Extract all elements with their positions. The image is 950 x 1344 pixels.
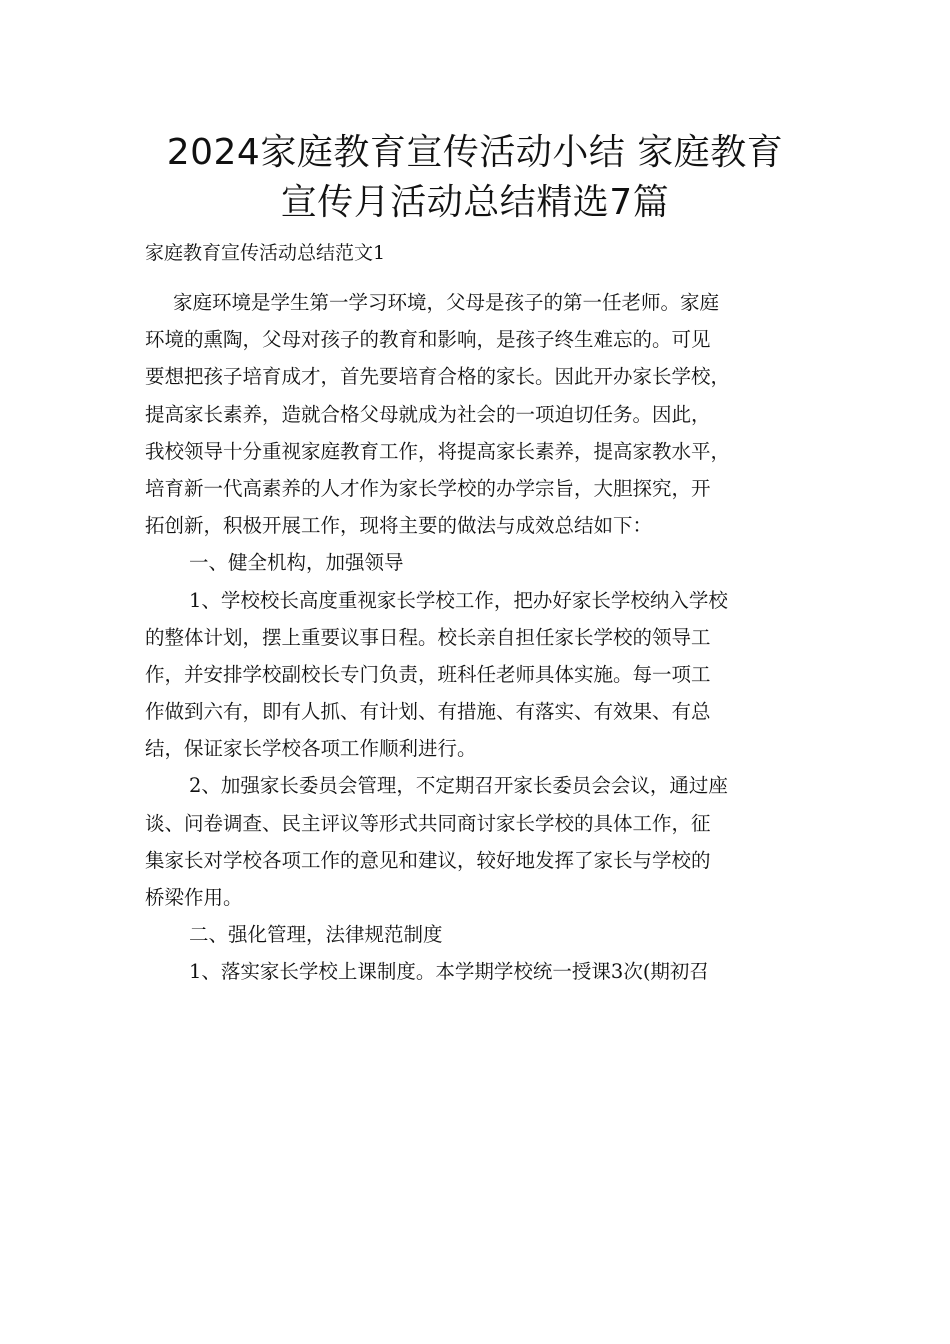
section-heading: 一、健全机构，加强领导 [189, 551, 404, 575]
body-line: 家庭环境是学生第一学习环境，父母是孩子的第一任老师。家庭 [173, 291, 720, 314]
title-line: 宣传月活动总结精选7篇 [280, 182, 670, 223]
body-line: 桥梁作用。 [145, 886, 243, 909]
section-heading: 二、强化管理，法律规范制度 [189, 923, 443, 947]
body-line: 1、学校校长高度重视家长学校工作，把办好家长学校纳入学校 [189, 588, 728, 612]
title-line: 2024家庭教育宣传活动小结 家庭教育 [166, 132, 784, 173]
body-line: 培育新一代高素养的人才作为家长学校的办学宗旨，大胆探究，开 [145, 476, 711, 500]
document-title [60, 128, 890, 228]
body-line: 结，保证家长学校各项工作顺利进行。 [145, 737, 477, 761]
body-line: 作，并安排学校副校长专门负责，班科任老师具体实施。每一项工 [145, 662, 711, 686]
body-line: 作做到六有，即有人抓、有计划、有措施、有落实、有效果、有总 [145, 700, 711, 724]
section-heading: 家庭教育宣传活动总结范文1 [145, 242, 386, 264]
body-line: 的整体计划，摆上重要议事日程。校长亲自担任家长学校的领导工 [145, 625, 711, 649]
body-line: 2、加强家长委员会管理，不定期召开家长委员会会议，通过座 [189, 774, 728, 798]
document-body [145, 284, 835, 991]
body-line: 环境的熏陶，父母对孩子的教育和影响，是孩子终生难忘的。可见 [145, 328, 711, 352]
body-line: 要想把孩子培育成才，首先要培育合格的家长。因此开办家长学校， [145, 365, 731, 389]
body-line: 1、落实家长学校上课制度。本学期学校统一授课3次(期初召 [189, 960, 709, 984]
body-line: 谈、问卷调查、民主评议等形式共同商讨家长学校的具体工作，征 [145, 811, 711, 835]
body-line: 提高家长素养，造就合格父母就成为社会的一项迫切任务。因此， [145, 402, 711, 426]
body-line: 拓创新，积极开展工作，现将主要的做法与成效总结如下： [145, 514, 653, 538]
body-line: 我校领导十分重视家庭教育工作，将提高家长素养，提高家教水平， [145, 439, 731, 463]
body-line: 集家长对学校各项工作的意见和建议，较好地发挥了家长与学校的 [145, 848, 711, 872]
